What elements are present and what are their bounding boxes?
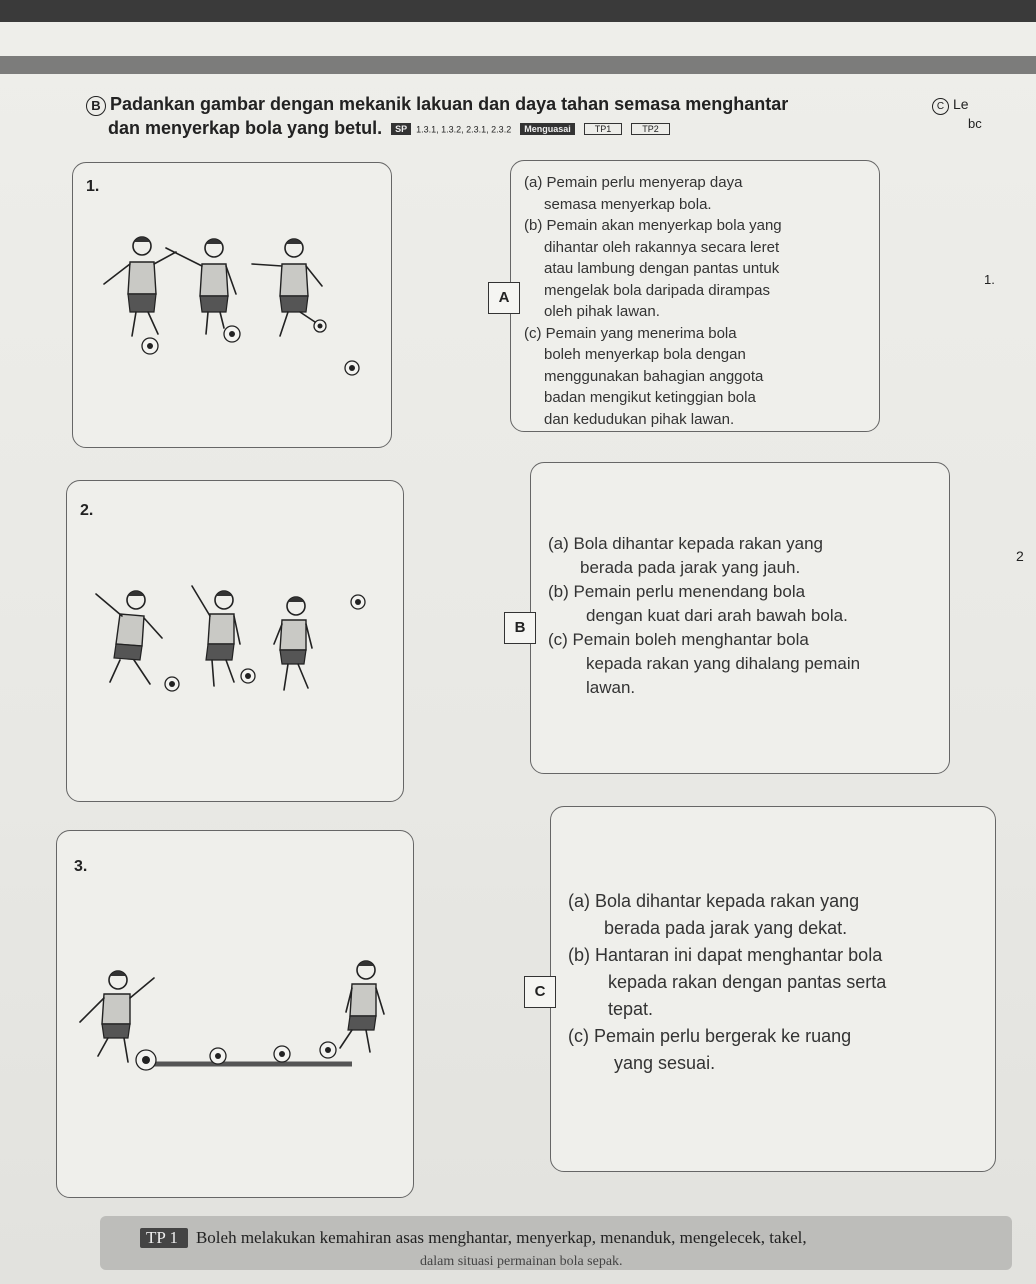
desc-3-line: yang sesuai. — [614, 1053, 716, 1073]
desc-3-line: tepat. — [608, 999, 654, 1019]
tp2-tag: TP2 — [631, 123, 670, 135]
description-1 — [524, 172, 874, 430]
desc-1-line: boleh menyerkap bola dengan — [544, 346, 746, 363]
desc-1-line: dihantar oleh rakannya secara leret — [544, 238, 780, 256]
sp-codes: 1.3.1, 1.3.2, 2.3.1, 2.3.2 — [416, 124, 512, 135]
desc-3-line: (b) Hantaran ini dapat menghantar bola — [568, 945, 883, 965]
desc-1-line: mengelak bola daripada dirampas — [544, 281, 770, 299]
desc-2-line: kepada rakan yang dihalang pemain — [586, 654, 861, 673]
desc-3-line: berada pada jarak yang dekat. — [604, 918, 848, 938]
desc-1-line: oleh pihak lawan. — [544, 303, 660, 320]
footer-tp-label: TP 1 — [140, 1228, 188, 1248]
kicking-figures-1 — [80, 222, 380, 382]
desc-1-line: atau lambung dengan pantas untuk — [544, 260, 780, 277]
sp-label: SP — [391, 123, 411, 135]
margin-note-1: 1. — [984, 272, 995, 287]
menguasai-tag: Menguasai — [520, 123, 575, 135]
footer-text-main: Boleh melakukan kemahiran asas menghantar, menyerkap, menanduk, mengelecek, takel, — [195, 1228, 807, 1247]
description-3 — [568, 888, 988, 1077]
item-number-1: 1. — [86, 178, 100, 195]
instruction-text-1: Padankan gambar dengan mekanik lakuan dan daya tahan semasa menghantar — [110, 94, 789, 114]
kicking-figures-2 — [84, 570, 384, 710]
tp1-tag: TP1 — [584, 123, 623, 135]
footer-text — [140, 1228, 807, 1248]
desc-1-line: (b) Pemain akan menyerkap bola yang — [524, 217, 782, 234]
item-number-3: 3. — [74, 858, 88, 875]
answer-box-c[interactable]: C — [524, 976, 556, 1008]
top-dark-edge — [0, 0, 1036, 22]
answer-box-b[interactable]: B — [504, 612, 536, 644]
item-number-2: 2. — [80, 502, 94, 519]
desc-2-line: (c) Pemain boleh menghantar bola — [548, 630, 809, 649]
margin-c-letter: C — [932, 98, 949, 115]
desc-3-line: (a) Bola dihantar kepada rakan yang — [568, 891, 860, 911]
page-shadow-band — [0, 56, 1036, 74]
desc-3-line: (c) Pemain perlu bergerak ke ruang — [568, 1026, 852, 1046]
desc-2-line: (a) Bola dihantar kepada rakan yang — [548, 534, 824, 553]
desc-1-line: semasa menyerkap bola. — [544, 195, 712, 213]
desc-2-line: dengan kuat dari arah bawah bola. — [586, 606, 848, 625]
footer-text-2: dalam situasi permainan bola sepak. — [420, 1254, 623, 1269]
passing-figures-3 — [66, 950, 396, 1090]
desc-2-line: berada pada jarak yang jauh. — [580, 558, 801, 577]
desc-1-line: menggunakan bahagian anggota — [544, 367, 764, 385]
margin-note-bc: bc — [968, 116, 982, 131]
answer-box-a[interactable]: A — [488, 282, 520, 314]
desc-1-line: dan kedudukan pihak lawan. — [544, 410, 735, 428]
instruction-line-1 — [86, 94, 788, 116]
instruction-text-2: dan menyerkap bola yang betul. — [108, 118, 383, 138]
section-letter-badge: B — [86, 96, 106, 116]
desc-1-line: badan mengikut ketinggian bola — [544, 389, 756, 406]
description-2 — [548, 532, 948, 700]
instruction-line-2 — [108, 118, 670, 139]
margin-c-text: Le — [953, 96, 969, 112]
desc-2-line: (b) Pemain perlu menendang bola — [548, 582, 806, 601]
margin-note-2: 2 — [1016, 548, 1024, 564]
desc-3-line: kepada rakan dengan pantas serta — [608, 972, 887, 992]
margin-note-c — [932, 96, 969, 115]
desc-1-line: (a) Pemain perlu menyerap daya — [524, 174, 743, 191]
desc-1-line: (c) Pemain yang menerima bola — [524, 324, 737, 342]
desc-2-line: lawan. — [586, 678, 636, 697]
